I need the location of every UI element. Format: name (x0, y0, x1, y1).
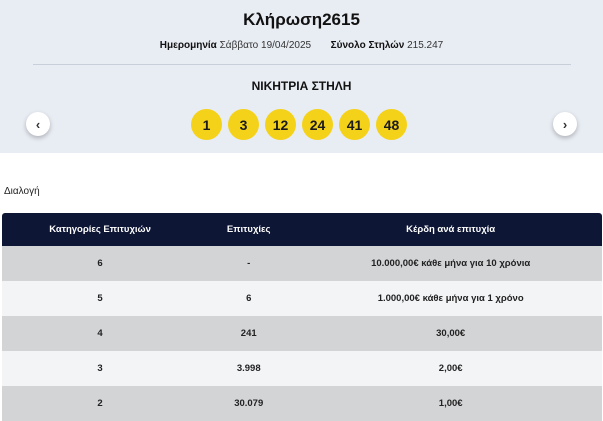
number-ball: 3 (228, 109, 259, 140)
header-winners: Επιτυχίες (198, 213, 299, 246)
number-ball: 12 (265, 109, 296, 140)
table-row (2, 386, 602, 421)
cell-category: 3 (2, 351, 198, 386)
cell-prize: 30,00€ (299, 316, 602, 351)
cell-category: 2 (2, 386, 198, 421)
section-label: Διαλογή (4, 186, 40, 197)
cell-category: 6 (2, 246, 198, 281)
table-row (2, 351, 602, 386)
table-row (2, 316, 602, 351)
number-ball: 24 (302, 109, 333, 140)
cell-winners: - (198, 246, 299, 281)
draw-meta (0, 40, 603, 51)
table-row (2, 281, 602, 316)
draw-number: 2615 (322, 10, 360, 29)
header-categories: Κατηγορίες Επιτυχιών (2, 213, 198, 246)
chevron-left-icon: ‹ (35, 116, 41, 132)
winning-numbers (191, 109, 407, 141)
cell-prize: 1,00€ (299, 386, 602, 421)
draw-title (0, 10, 603, 30)
cell-category: 4 (2, 316, 198, 351)
cell-winners: 241 (198, 316, 299, 351)
date-label: Ημερομηνία (159, 40, 217, 51)
header-prize: Κέρδη ανά επιτυχία (299, 213, 602, 246)
table-header-row (2, 213, 602, 246)
number-ball: 48 (376, 109, 407, 140)
draw-title-prefix: Κλήρωση (243, 10, 323, 29)
cell-winners: 6 (198, 281, 299, 316)
number-ball: 1 (191, 109, 222, 140)
total-columns-label: Σύνολο Στηλών (330, 40, 405, 51)
cell-prize: 1.000,00€ κάθε μήνα για 1 χρόνο (299, 281, 602, 316)
draw-card (0, 0, 603, 153)
total-columns-value: 215.247 (407, 40, 444, 51)
cell-winners: 3.998 (198, 351, 299, 386)
table-row (2, 246, 602, 281)
date-value: Σάββατο 19/04/2025 (219, 40, 312, 51)
previous-draw-button[interactable] (26, 112, 50, 136)
cell-prize: 10.000,00€ κάθε μήνα για 10 χρόνια (299, 246, 602, 281)
prize-table (2, 213, 602, 421)
cell-prize: 2,00€ (299, 351, 602, 386)
cell-category: 5 (2, 281, 198, 316)
divider (33, 64, 571, 65)
number-ball: 41 (339, 109, 370, 140)
chevron-right-icon: › (562, 116, 568, 132)
cell-winners: 30.079 (198, 386, 299, 421)
winning-column-label: ΝΙΚΗΤΡΙΑ ΣΤΗΛΗ (251, 79, 352, 93)
next-draw-button[interactable] (553, 112, 577, 136)
